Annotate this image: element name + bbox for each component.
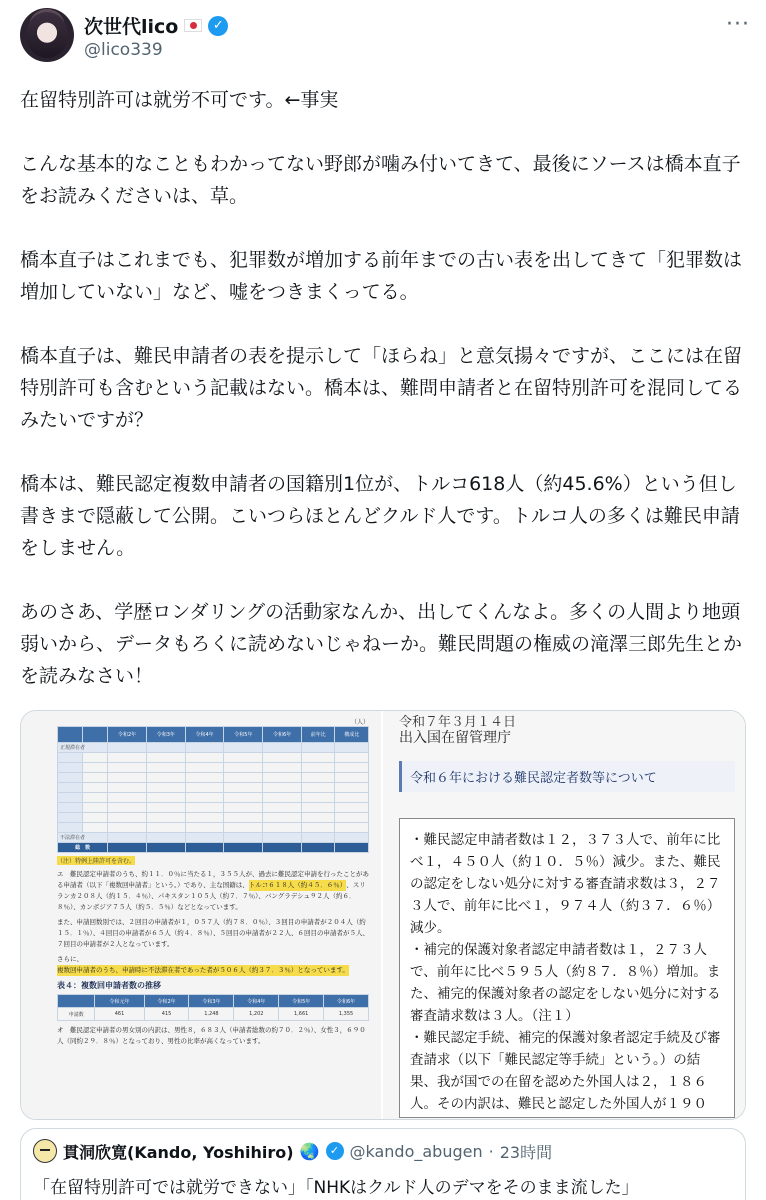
table-row: [58, 803, 369, 813]
table-row: [58, 823, 369, 833]
table4-row-label: 申請数: [58, 1008, 95, 1021]
japan-flag-icon: [184, 19, 202, 32]
paragraph-e: エ 難民認定申請者のうち、約１１．０％に当たる１，３５５人が、過去に難民認定申請を行ったことがある申請者（以下「複数回申請者」という。）であり、主な国籍は、トルコ６１８人（約４５．６％）、スリランカ２０８人（約１５．４％）、パキスタン１０５人（約７．７％）、バングラデシュ９２人（約６．８％）、カンボジア７５人（約５．５％）などとなっています。: [57, 870, 369, 911]
table4-cell: 415: [144, 1008, 189, 1021]
media-image-right[interactable]: [383, 711, 745, 1119]
doc-summary-box: [399, 818, 735, 1118]
table-header-cell: 構成比: [335, 727, 369, 743]
table-corner: [58, 727, 83, 743]
avatar-image: [26, 12, 68, 58]
table-header-cell: 令和6年: [263, 727, 302, 743]
table-row: [58, 773, 369, 783]
doc-title: 令和６年における難民認定者数等について: [399, 761, 735, 792]
row-label: 正規滞在者: [58, 743, 108, 753]
table4-cell: 1,248: [189, 1008, 234, 1021]
doc-organization: 出入国在留管理庁: [399, 730, 512, 746]
table-header-cell: 前年比: [302, 727, 335, 743]
verified-badge-icon[interactable]: ✓: [208, 16, 228, 36]
table-row: [58, 833, 369, 843]
tweet-paragraph: 在留特別許可は就労不可です。←事実: [20, 89, 339, 111]
table4-header-cell: 令和6年: [324, 995, 369, 1008]
avatar[interactable]: [20, 8, 74, 62]
separator: ·: [488, 1141, 494, 1161]
doc-date: 令和７年３月１４日: [399, 715, 517, 730]
table-row: [58, 813, 369, 823]
author-name-row: [84, 12, 228, 39]
table-header-cell: 令和3年: [146, 727, 185, 743]
media-image-left[interactable]: [21, 711, 383, 1119]
table4-header-cell: 令和2年: [144, 995, 189, 1008]
paragraph-e3: さらに、複数回申請者のうち、申請時に不法滞在者であった者が５０６人（約３７．３％）となっています。: [57, 955, 349, 974]
globe-icon: 🌏: [299, 1141, 320, 1161]
table4-header-cell: 令和5年: [279, 995, 324, 1008]
table4-header-cell: 令和4年: [234, 995, 279, 1008]
row-label: 総 数: [58, 843, 108, 853]
table4-title: 表４：複数回申請者数の推移: [57, 981, 161, 990]
table-row: [58, 793, 369, 803]
table-row: [58, 743, 369, 753]
tweet-paragraph: 橋本直子は、難民申請者の表を提示して「ほらね」と意気揚々ですが、ここには在留特別許可も含むという記載はない。橋本は、難問申請者と在留特別許可を混同してるみたいですが？: [20, 345, 743, 431]
tweet-paragraph: あのさあ、学歴ロンダリングの活動家なんか、出してくんなよ。多くの人間より地頭弱いから、データもろくに読めないじゃねーか。難民問題の権威の滝澤三郎先生とかを読みなさい！: [20, 601, 743, 687]
table-total-row: [58, 843, 369, 853]
tweet-media[interactable]: [20, 710, 746, 1120]
table4-header-cell: 令和元年: [95, 995, 144, 1008]
quoted-time: 23時間: [499, 1142, 553, 1162]
table4-cell: 1,355: [324, 1008, 369, 1021]
table4-cell: 1,661: [279, 1008, 324, 1021]
paragraph-e2: また、申請回数別では、２回目の申請者が１，０５７人（約７８．０％）、３回目の申請者が２０４人（約１５．１％）、４回目の申請者が６５人（約４．８％）、５回目の申請者が２２人、６回目の申請者が５人、７回目の申請者が２人となっています。: [57, 918, 369, 948]
paragraph-o: オ 難民認定申請者の男女別の内訳は、男性８，６８３人（申請者総数の約７０．２％）、女性３，６９０人（同約２９．８％）となっており、男性の比率が高くなっています。: [57, 1026, 366, 1045]
tweet-paragraph: 橋本直子はこれまでも、犯罪数が増加する前年までの古い表を出してきて「犯罪数は増加していない」など、嘘をつきまくってる。: [20, 249, 743, 303]
residence-table: [57, 726, 369, 853]
quoted-author-row: [33, 1139, 733, 1163]
verified-badge-icon: ✓: [326, 1142, 344, 1160]
table4-header-cell: 令和3年: [189, 995, 234, 1008]
row-label: 不法滞在者: [58, 833, 108, 843]
doc-bullet: ・補完的保護対象者認定申請者数は１，２７３人で、前年に比べ５９５人（約８７．８％）増加。また、補完的保護対象者の認定をしない処分に対する審査請求数は３人。（注１）: [410, 942, 721, 1024]
doc-bullet: ・難民認定申請者数は１２，３７３人で、前年に比べ１，４５０人（約１０．５％）減少。また、難民の認定をしない処分に対する審査請求数は３，２７３人で、前年に比べ１，９７４人（約３７．６％）減少。: [410, 832, 721, 936]
quoted-display-name: 貫洞欣寛(Kando, Yoshihiro): [63, 1142, 294, 1162]
table-header-row: [58, 727, 369, 743]
quoted-handle: @kando_abugen: [349, 1141, 483, 1161]
illegal-stay-highlight: 複数回申請者のうち、申請時に不法滞在者であった者が５０６人（約３７．３％）となっています。: [57, 966, 349, 974]
table-header-cell: 令和2年: [108, 727, 147, 743]
table-row: [58, 763, 369, 773]
table-row: [58, 753, 369, 763]
author-handle[interactable]: @lico339: [84, 40, 163, 60]
quoted-avatar: [33, 1139, 57, 1163]
table4-row: [58, 1008, 369, 1021]
tweet-header: [20, 8, 750, 68]
table-row: [58, 783, 369, 793]
table-note: [57, 856, 369, 865]
table-unit: （人）: [351, 719, 370, 726]
more-options-button[interactable]: ···: [726, 12, 750, 37]
table-header-cell: 令和4年: [185, 727, 224, 743]
turkey-highlight: トルコ６１８人（約４５．６％）: [248, 881, 347, 889]
tweet-paragraph: こんな基本的なこともわかってない野郎が噛み付いてきて、最後にソースは橋本直子をお読みくださいは、草。: [20, 153, 741, 207]
tweet-text: [20, 84, 746, 692]
quoted-text: 「在留特別許可では就労できない」「NHKはクルド人のデマをそのまま流した」: [33, 1178, 639, 1198]
note-highlight: （注）特例上陸許可を含む。: [57, 858, 136, 865]
table4-header-row: [58, 995, 369, 1008]
author-display-name[interactable]: 次世代lico: [84, 16, 179, 38]
tweet-paragraph: 橋本は、難民認定複数申請者の国籍別1位が、トルコ618人（約45.6%）という但し書きまで隠蔽して公開。こいつらほとんどクルド人です。トルコ人の多くは難民申請をしません。: [20, 473, 740, 559]
table-header-cell: 令和5年: [224, 727, 263, 743]
table4: [57, 994, 369, 1021]
quoted-tweet[interactable]: [20, 1128, 746, 1200]
table4-cell: 461: [95, 1008, 144, 1021]
doc-bullet: ・難民認定手続、補完的保護対象者認定手続及び審査請求（以下「難民認定等手続」という。）の結果、我が国での在留を認めた外国人は２，１８６人。その内訳は、難民と認定した外国人が１９０: [410, 1030, 721, 1112]
table4-cell: 1,202: [234, 1008, 279, 1021]
